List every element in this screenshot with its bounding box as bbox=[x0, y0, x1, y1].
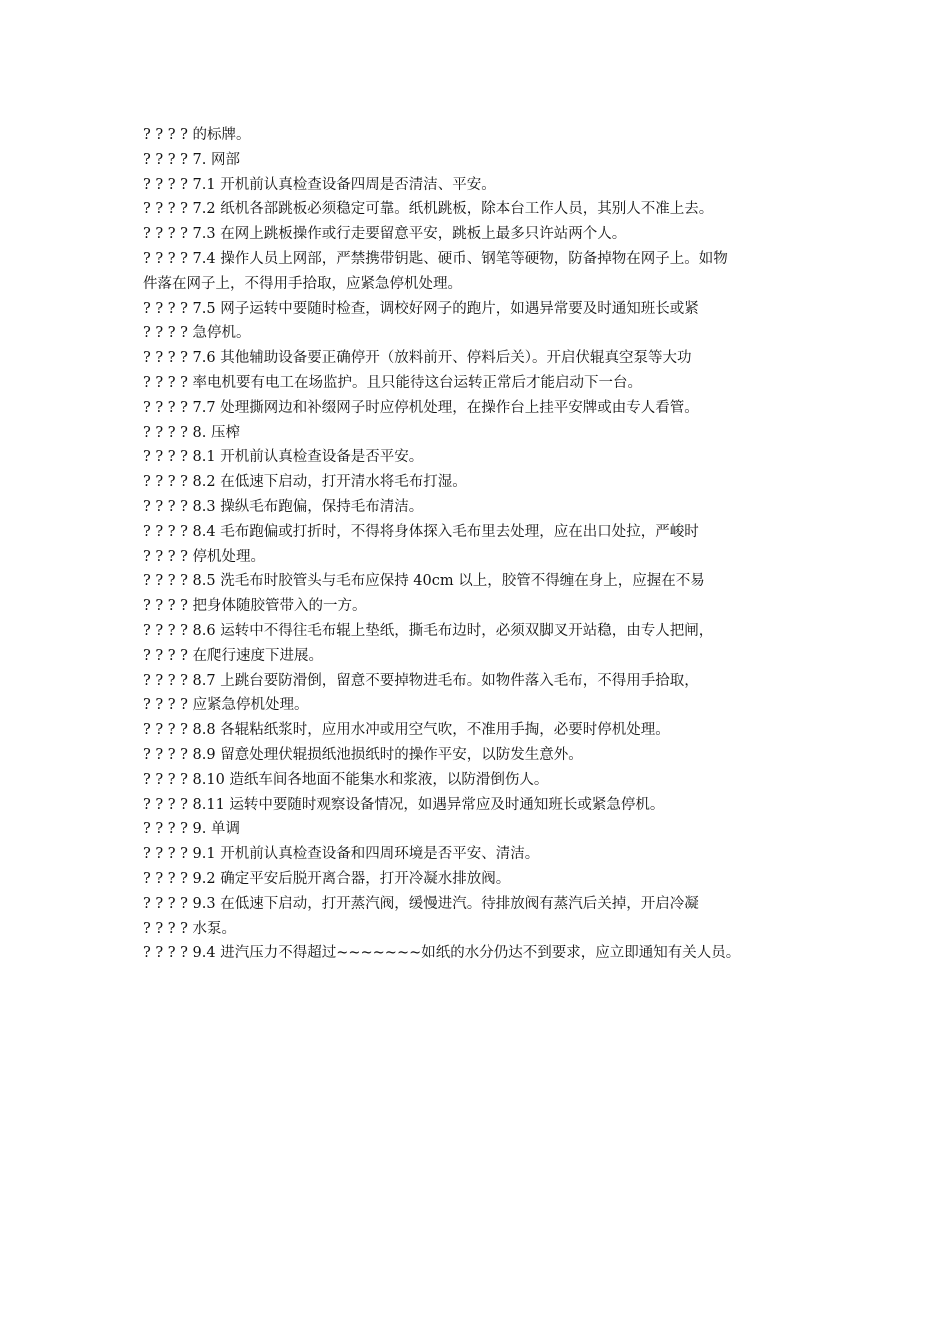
document-body bbox=[143, 123, 823, 966]
text-line: ? ? ? ? 急停机。 bbox=[143, 325, 251, 342]
text-line: ? ? ? ? 9.2 确定平安后脱开离合器，打开冷凝水排放阀。 bbox=[143, 870, 511, 887]
text-line: ? ? ? ? 7.7 处理撕网边和补缀网子时应停机处理，在操作台上挂平安牌或由专人看管。 bbox=[143, 399, 699, 416]
text-line: ? ? ? ? 8.4 毛布跑偏或打折时，不得将身体探入毛布里去处理，应在出口处拉，严峻时 bbox=[143, 523, 699, 540]
text-line: ? ? ? ? 8.9 留意处理伏辊损纸池损纸时的操作平安，以防发生意外。 bbox=[143, 746, 583, 763]
text-line: ? ? ? ? 9.3 在低速下启动，打开蒸汽阀，缓慢进汽。待排放阀有蒸汽后关掉，开启冷凝 bbox=[143, 895, 699, 912]
text-line: ? ? ? ? 应紧急停机处理。 bbox=[143, 697, 309, 714]
text-line: ? ? ? ? 的标牌。 bbox=[143, 127, 251, 143]
text-line: ? ? ? ? 率电机要有电工在场监护。且只能待这台运转正常后才能启动下一台。 bbox=[143, 374, 643, 391]
text-line: ? ? ? ? 7.1 开机前认真检查设备四周是否清洁、平安。 bbox=[143, 176, 496, 193]
text-line: ? ? ? ? 8.11 运转中要随时观察设备情况，如遇异常应及时通知班长或紧急停机。 bbox=[143, 796, 665, 813]
text-line: ? ? ? ? 水泵。 bbox=[143, 920, 237, 937]
text-line: ? ? ? ? 9.1 开机前认真检查设备和四周环境是否平安、清洁。 bbox=[143, 846, 540, 863]
text-line: ? ? ? ? 停机处理。 bbox=[143, 548, 266, 565]
text-line: ? ? ? ? 7.6 其他辅助设备要正确停开（放料前开、停料后关）。开启伏辊真空泵等大功 bbox=[143, 350, 692, 367]
text-line: ? ? ? ? 7.2 纸机各部跳板必须稳定可靠。纸机跳板，除本台工作人员，其别人不准上去。 bbox=[143, 201, 714, 218]
section-heading-8: ? ? ? ? 8. 压榨 bbox=[143, 424, 240, 441]
text-line: ? ? ? ? 8.7 上跳台要防滑倒，留意不要掉物进毛布。如物件落入毛布，不得用手拾取， bbox=[143, 672, 699, 689]
text-line: ? ? ? ? 8.6 运转中不得往毛布辊上垫纸，撕毛布边时，必须双脚叉开站稳，由专人把闸， bbox=[143, 622, 714, 639]
text-line: ? ? ? ? 7.5 网子运转中要随时检查，调校好网子的跑片，如遇异常要及时通知班长或紧 bbox=[143, 300, 699, 317]
text-line: ? ? ? ? 9.4 进汽压力不得超过~~~~~~~如纸的水分仍达不到要求，应立即通知有关人员。 bbox=[143, 945, 741, 962]
text-line: ? ? ? ? 7.3 在网上跳板操作或行走要留意平安，跳板上最多只许站两个人。 bbox=[143, 226, 627, 243]
section-heading-9: ? ? ? ? 9. 单调 bbox=[143, 821, 240, 838]
section-heading-7: ? ? ? ? 7. 网部 bbox=[143, 151, 240, 168]
text-line: ? ? ? ? 8.10 造纸车间各地面不能集水和浆液，以防滑倒伤人。 bbox=[143, 771, 549, 788]
text-line: ? ? ? ? 8.1 开机前认真检查设备是否平安。 bbox=[143, 449, 424, 466]
text-line: ? ? ? ? 7.4 操作人员上网部，严禁携带钥匙、硬币、钢笔等硬物，防备掉物在网子上。如物 bbox=[143, 250, 728, 267]
text-line: 件落在网子上，不得用手拾取，应紧急停机处理。 bbox=[143, 275, 462, 292]
text-line: ? ? ? ? 8.3 操纵毛布跑偏，保持毛布清洁。 bbox=[143, 498, 424, 515]
text-line: ? ? ? ? 8.5 洗毛布时胶管头与毛布应保持 40cm 以上，胶管不得缠在身上，应握在不易 bbox=[143, 573, 705, 590]
text-line: ? ? ? ? 8.8 各辊粘纸浆时，应用水冲或用空气吹，不准用手掏，必要时停机处理。 bbox=[143, 722, 670, 739]
text-line: ? ? ? ? 把身体随胶管带入的一方。 bbox=[143, 598, 367, 615]
text-line: ? ? ? ? 8.2 在低速下启动，打开清水将毛布打湿。 bbox=[143, 474, 467, 491]
text-line: ? ? ? ? 在爬行速度下进展。 bbox=[143, 647, 324, 664]
